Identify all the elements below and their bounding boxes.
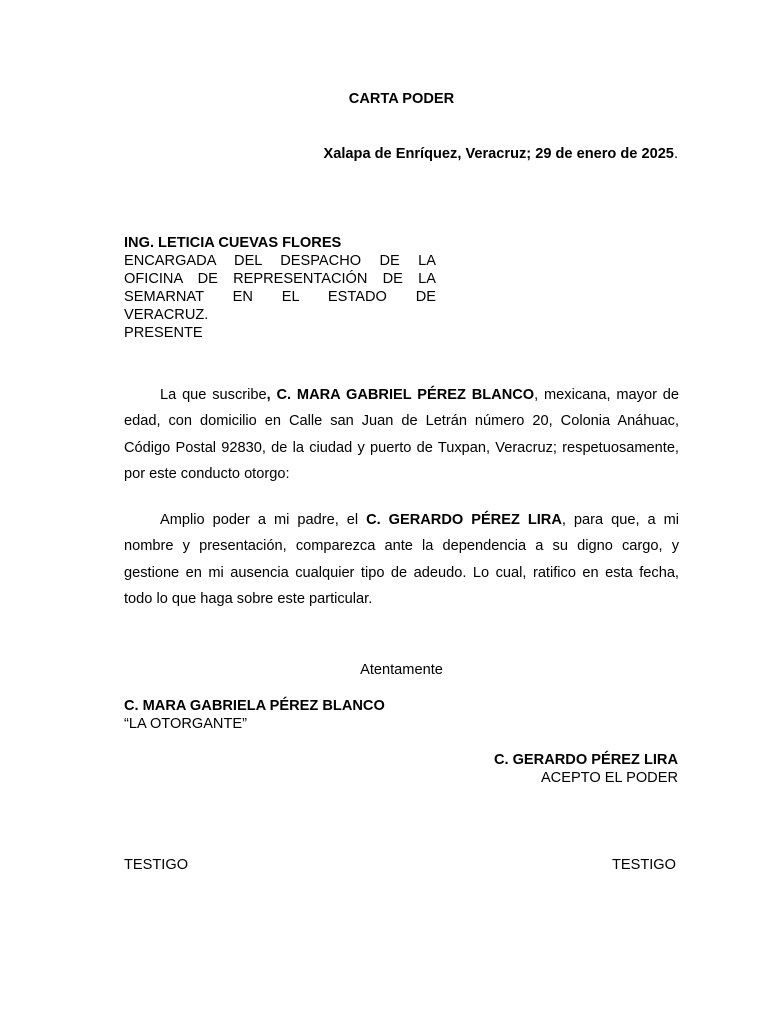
grantor-role: “LA OTORGANTE” (124, 716, 247, 732)
grantor-signature-block (124, 697, 385, 733)
recipient-line: ENCARGADA DEL DESPACHO DE LA (124, 253, 436, 269)
recipient-line: OFICINA DE REPRESENTACIÓN DE LA (124, 271, 436, 287)
document-title: CARTA PODER (348, 91, 455, 107)
closing-salutation: Atentamente (360, 662, 443, 678)
place-date (324, 146, 678, 162)
paragraph-text: , para que, a mi nombre y presentación, comparezca ante la dependencia a su digno cargo, y gestione en mi ausencia cualquier tipo de adeudo. Lo cual, ratifico en esta fecha, todo lo que haga sobre este particular. (124, 512, 679, 607)
paragraph-text: Amplio poder a mi padre, el (160, 512, 367, 528)
witness-left-label: TESTIGO (124, 857, 189, 873)
attorney-name-inline: C. GERARDO PÉREZ LIRA (366, 512, 562, 528)
recipient-line: VERACRUZ. (124, 307, 209, 323)
grantor-name-inline: , C. MARA GABRIEL PÉREZ BLANCO (266, 387, 535, 403)
recipient-line: PRESENTE (124, 325, 203, 341)
paragraph-text: La que suscribe (160, 387, 267, 403)
attorney-signature-block (494, 751, 678, 787)
witness-right-label: TESTIGO (611, 857, 676, 873)
paragraph-text: , mexicana, mayor de edad, con domicilio en Calle san Juan de Letrán número 20, Colonia Anáhuac, Código Postal 92830, de la ciudad y puerto de Tuxpan, Veracruz; respetuosamente, por este conducto otorgo: (124, 387, 679, 482)
attorney-role: ACEPTO EL PODER (540, 770, 678, 786)
recipient-name: ING. LETICIA CUEVAS FLORES (124, 235, 342, 251)
place-date-period: . (673, 146, 678, 162)
recipient-block (124, 234, 436, 342)
grantor-name: C. MARA GABRIELA PÉREZ BLANCO (124, 698, 385, 714)
body-paragraph-grantor (124, 382, 679, 487)
body-paragraph-power (124, 507, 679, 612)
recipient-line: SEMARNAT EN EL ESTADO DE (124, 289, 436, 305)
attorney-name: C. GERARDO PÉREZ LIRA (493, 752, 678, 768)
place-date-text: Xalapa de Enríquez, Veracruz; 29 de enero de 2025 (323, 146, 674, 162)
